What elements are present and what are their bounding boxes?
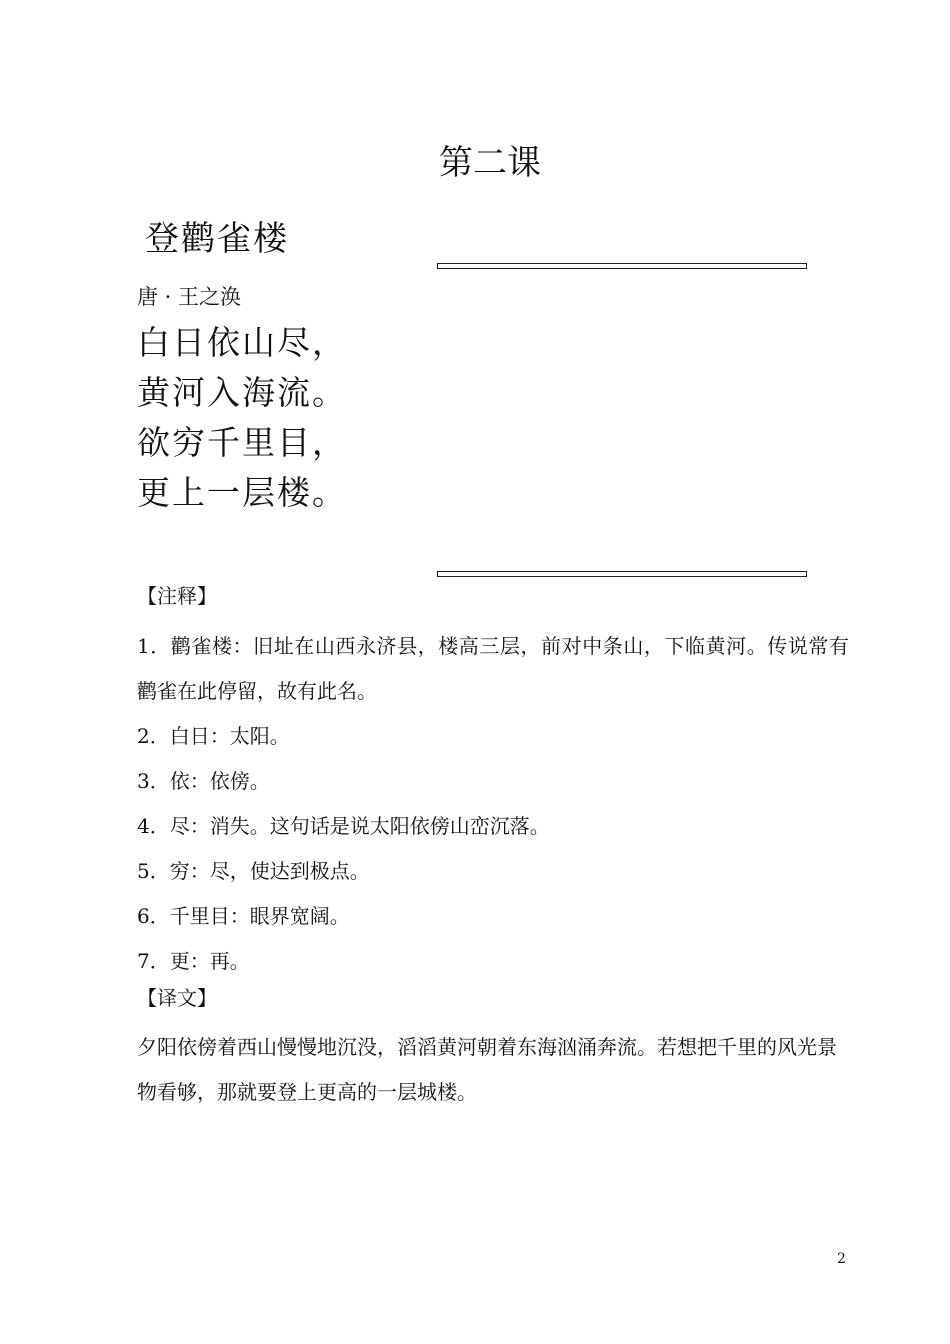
poem-author: 唐 · 王之涣: [137, 285, 242, 309]
notes-list: [137, 624, 849, 984]
note-item: 5．穷：尽，使达到极点。: [137, 859, 370, 883]
note-item: 2．白日：太阳。: [137, 724, 290, 748]
note-item: 6．千里目：眼界宽阔。: [137, 904, 350, 928]
illustration-frame-bottom-bar: [437, 571, 807, 577]
note-item: 1．鹳雀楼：旧址在山西永济县，楼高三层，前对中条山，下临黄河。传说常有鹳雀在此停留，故有此名。: [137, 634, 849, 703]
translation-text: 夕阳依傍着西山慢慢地沉没，滔滔黄河朝着东海汹涌奔流。若想把千里的风光景物看够，那就要登上更高的一层城楼。: [137, 1035, 837, 1104]
poem-line: 更上一层楼。: [137, 473, 347, 512]
page-number: 2: [837, 1251, 846, 1267]
poem-title: 登鹳雀楼: [145, 219, 289, 259]
note-item: 3．依：依傍。: [137, 769, 270, 793]
poem-line: 欲穷千里目，: [137, 423, 347, 462]
note-item: 4．尽：消失。这句话是说太阳依傍山峦沉落。: [137, 814, 550, 838]
poem-lines: [137, 318, 347, 518]
lesson-title: 第二课: [439, 143, 541, 183]
note-item: 7．更：再。: [137, 949, 250, 973]
translation-heading: 【译文】: [137, 986, 217, 1010]
notes-heading: 【注释】: [137, 584, 217, 608]
poem-line: 白日依山尽，: [137, 323, 347, 362]
illustration-frame-top-bar: [437, 263, 807, 269]
poem-line: 黄河入海流。: [137, 373, 347, 412]
